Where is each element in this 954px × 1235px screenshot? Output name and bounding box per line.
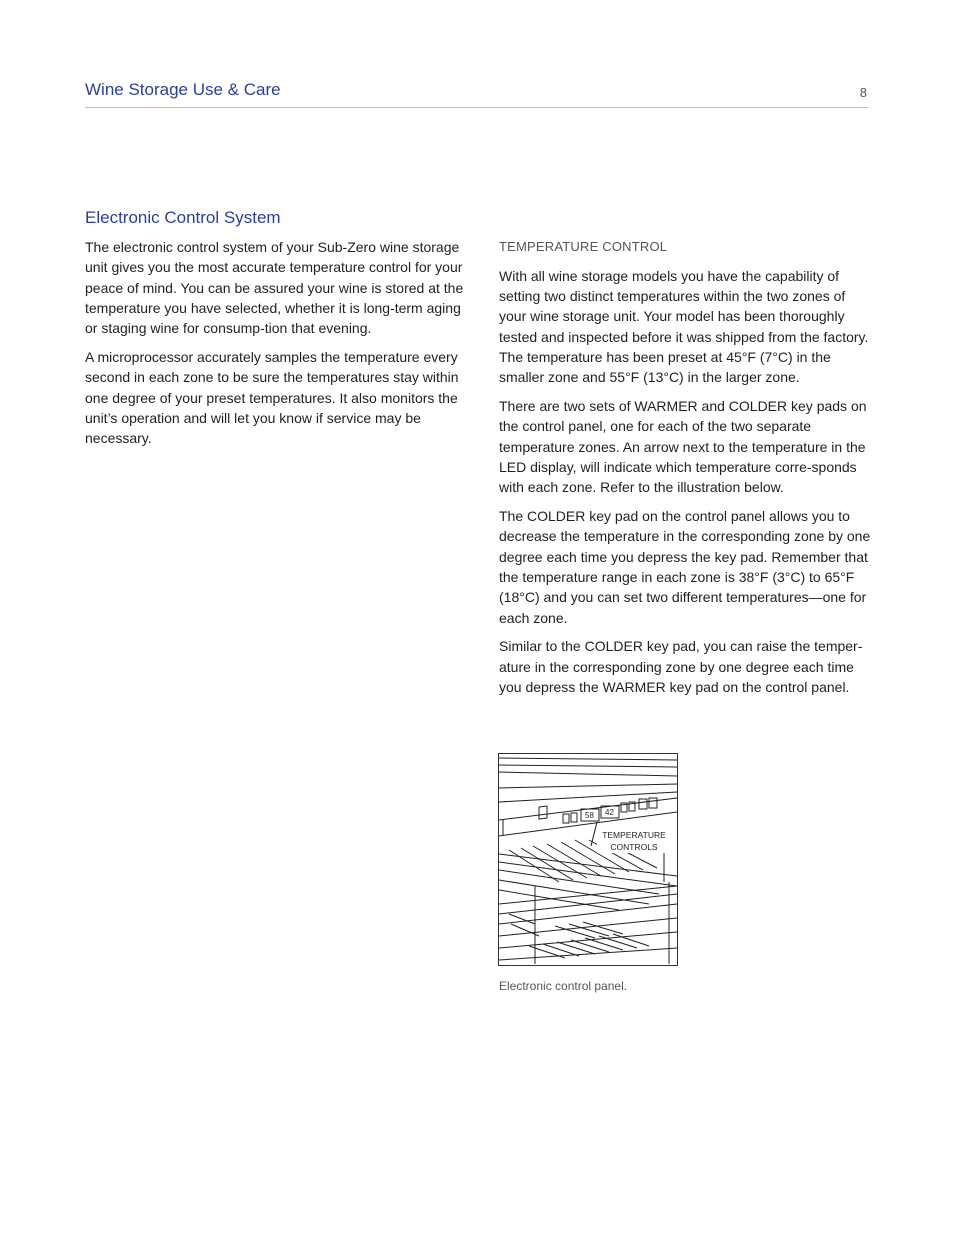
right-paragraph-2: There are two sets of WARMER and COLDER key pads on the control panel, one for each of the two separate temperature zones. An arrow next to the temperature in the LED display, will indicate which temperature corre-sponds with each zone. Refer to the illustration below. [499, 398, 867, 496]
left-paragraph-1: The electronic control system of your Sub-Zero wine storage unit gives you the most accurate temperature control for your peace of mind. You can be assured your wine is stored at the temperature you have selected, whether it is long-term aging or staging wine for consump-tion that evening. [85, 239, 464, 337]
right-paragraph-4: Similar to the COLDER key pad, you can raise the temper-ature in the corresponding zone by one degree each time you depress the WARMER key pad on the control panel. [499, 638, 863, 695]
control-panel-illustration [498, 753, 678, 966]
wine-unit-drawing [499, 754, 677, 965]
left-column [85, 237, 465, 457]
display-right-value: 42 [605, 808, 614, 817]
page-number: 8 [859, 85, 867, 100]
right-paragraph-3: The COLDER key pad on the control panel allows you to decrease the temperature in the corresponding zone by one degree each time you depress the key pad. Remember that the temperature range in each zone is 38°F (3°C) to 65°F (18°C) and you can set two different temperatures—one for each zone. [499, 508, 871, 626]
left-paragraph-2: A microprocessor accurately samples the temperature every second in each zone to be sure the temperatures stay within one degree of your preset temperatures. It also monitors the unit’s operation and will let you know if service may be necessary. [85, 348, 459, 447]
header-rule [85, 107, 868, 108]
temperature-control-subheading: TEMPERATURE CONTROL [499, 239, 668, 254]
callout-line-1: TEMPERATURE [602, 830, 666, 840]
callout-line-2: CONTROLS [610, 842, 658, 852]
header-title: Wine Storage Use & Care [85, 80, 281, 99]
figure-caption: Electronic control panel. [499, 979, 628, 993]
display-left-value: 58 [585, 811, 594, 820]
section-title: Electronic Control System [85, 208, 281, 227]
right-paragraph-1: With all wine storage models you have the capability of setting two distinct temperatures within the two zones of your wine storage unit. Your model has been thoroughly tested and inspected before it was shipped from the factory. The temperature has been preset at 45°F (7°C) in the smaller zone and 55°F (13°C) in the larger zone. [499, 267, 869, 386]
right-column [499, 237, 875, 706]
temperature-controls-callout [597, 829, 671, 853]
